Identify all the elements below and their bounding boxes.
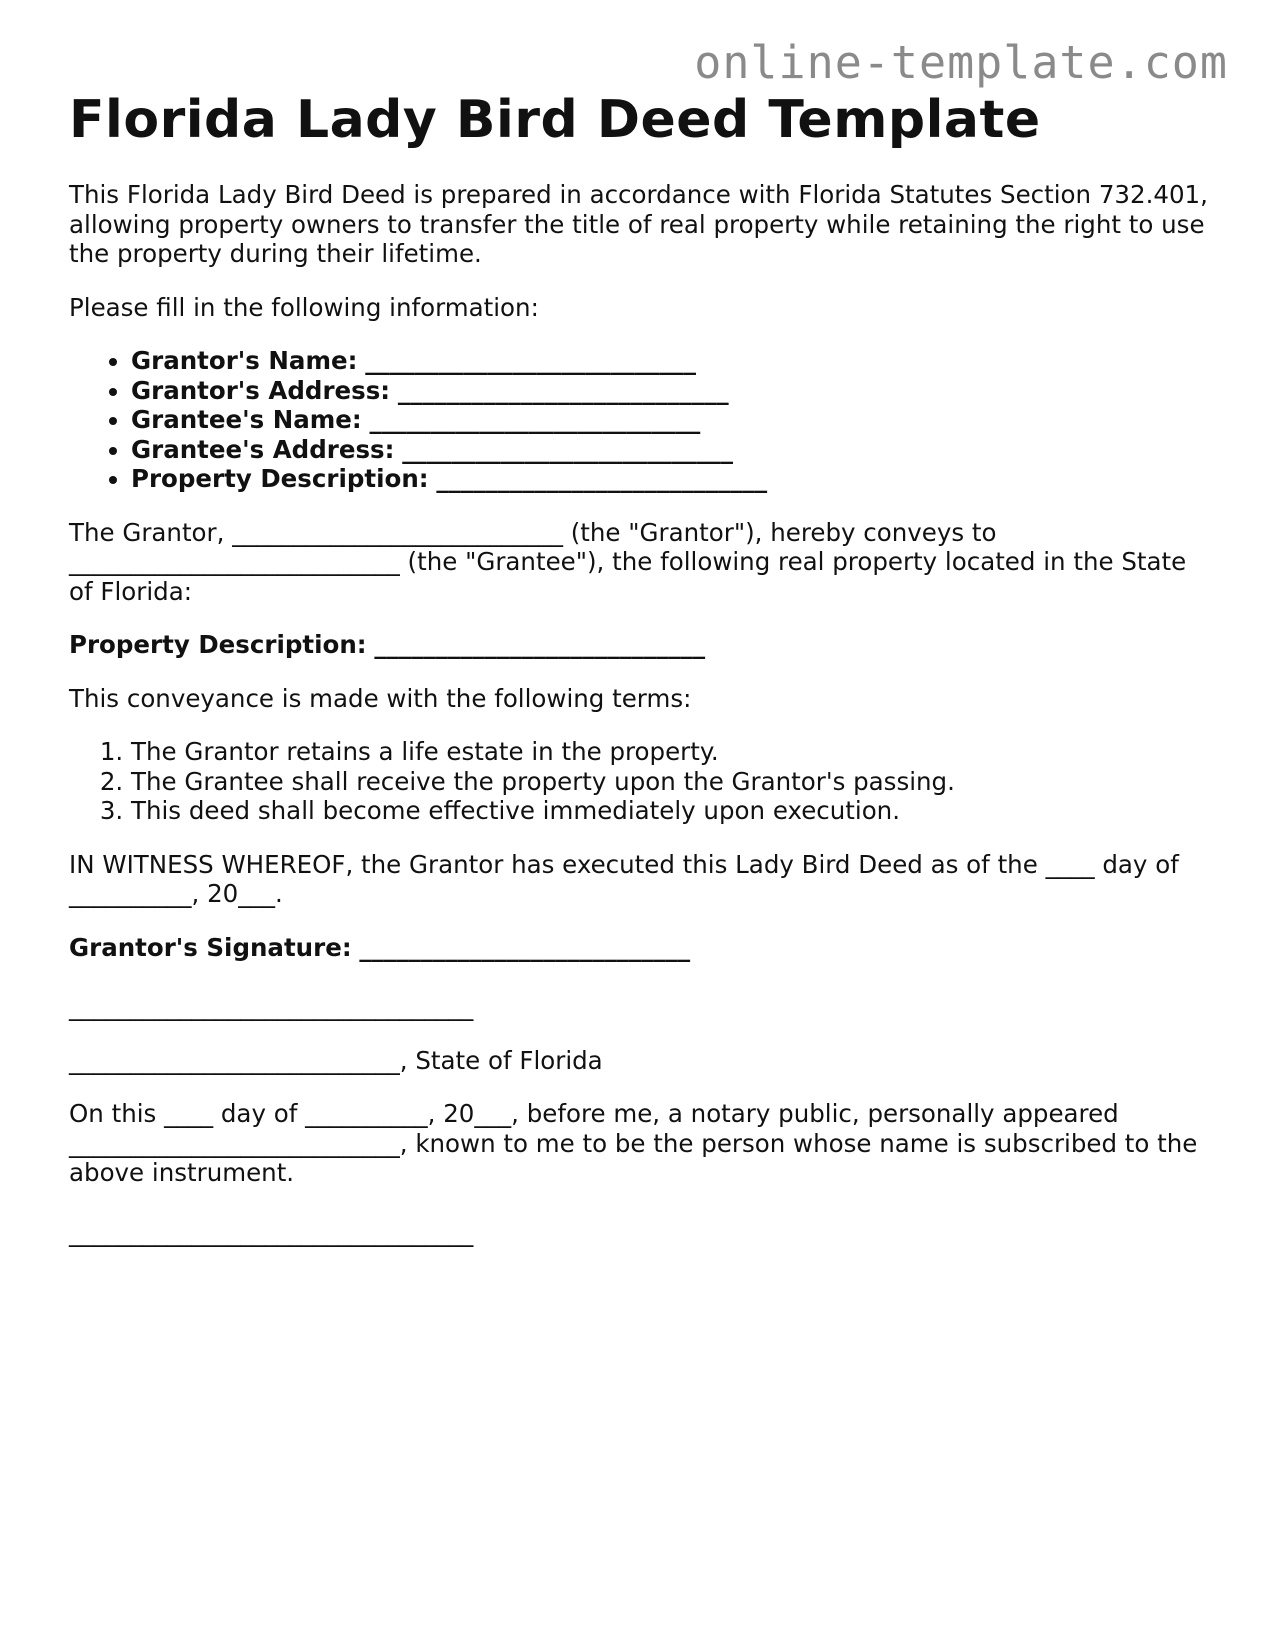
list-item bbox=[131, 376, 1209, 406]
property-description-label: Property Description: bbox=[69, 630, 367, 659]
document-title: Florida Lady Bird Deed Template bbox=[69, 90, 1041, 150]
blank-field[interactable]: ___________________________ bbox=[436, 464, 768, 493]
grantor-signature-blank[interactable]: ___________________________ bbox=[359, 932, 691, 962]
property-description-blank[interactable]: ___________________________ bbox=[374, 630, 706, 659]
notary-paragraph: On this ____ day of __________, 20___, before me, a notary public, personally appeared ___________________________, known to me to be the person whose name is subscribed to the above instrument. bbox=[69, 1099, 1198, 1187]
signature-line[interactable]: _________________________________ bbox=[69, 992, 474, 1021]
blank-field[interactable]: ___________________________ bbox=[402, 434, 733, 464]
fill-prompt: Please fill in the following information: bbox=[69, 292, 539, 322]
grantor-signature-label: Grantor's Signature: bbox=[69, 932, 352, 962]
property-description-line bbox=[69, 630, 1209, 660]
list-item: 3. This deed shall become effective immediately upon execution. bbox=[131, 796, 1209, 826]
witness-paragraph: IN WITNESS WHEREOF, the Grantor has executed this Lady Bird Deed as of the ____ day of __________, 20___. bbox=[69, 849, 1179, 908]
list-item bbox=[131, 435, 1209, 465]
field-label: Grantee's Name: bbox=[131, 405, 362, 434]
terms-intro: This conveyance is made with the following terms: bbox=[69, 683, 692, 713]
terms-list bbox=[69, 737, 1209, 826]
watermark: online-template.com bbox=[694, 36, 1228, 89]
blank-field[interactable]: ___________________________ bbox=[369, 405, 701, 434]
list-item bbox=[131, 346, 1209, 376]
document-page bbox=[69, 88, 1209, 1271]
field-label: Property Description: bbox=[131, 464, 429, 493]
field-label: Grantor's Name: bbox=[131, 346, 358, 375]
field-label: Grantee's Address: bbox=[131, 434, 395, 464]
intro-paragraph: This Florida Lady Bird Deed is prepared in accordance with Florida Statutes Section 732.401, allowing property owners to transfer the title of real property while retaining the right to use the property during their lifetime. bbox=[69, 180, 1208, 268]
list-item bbox=[131, 405, 1209, 435]
notary-signature-line[interactable]: _________________________________ bbox=[69, 1217, 474, 1247]
list-item: 1. The Grantor retains a life estate in the property. bbox=[131, 737, 1209, 767]
list-item: 2. The Grantee shall receive the property upon the Grantor's passing. bbox=[131, 767, 1209, 797]
info-field-list bbox=[69, 346, 1209, 494]
field-label: Grantor's Address: bbox=[131, 375, 391, 405]
blank-field[interactable]: ___________________________ bbox=[365, 346, 696, 375]
grantor-signature-line bbox=[69, 933, 1209, 963]
conveyance-paragraph: The Grantor, ___________________________ (the "Grantor"), hereby conveys to ___________________________ (the "Grantee"), the following real property located in the State of Florida: bbox=[69, 517, 1187, 606]
list-item bbox=[131, 464, 1209, 494]
county-state-line: ___________________________, State of Florida bbox=[69, 1045, 603, 1075]
blank-field[interactable]: ___________________________ bbox=[397, 375, 729, 405]
